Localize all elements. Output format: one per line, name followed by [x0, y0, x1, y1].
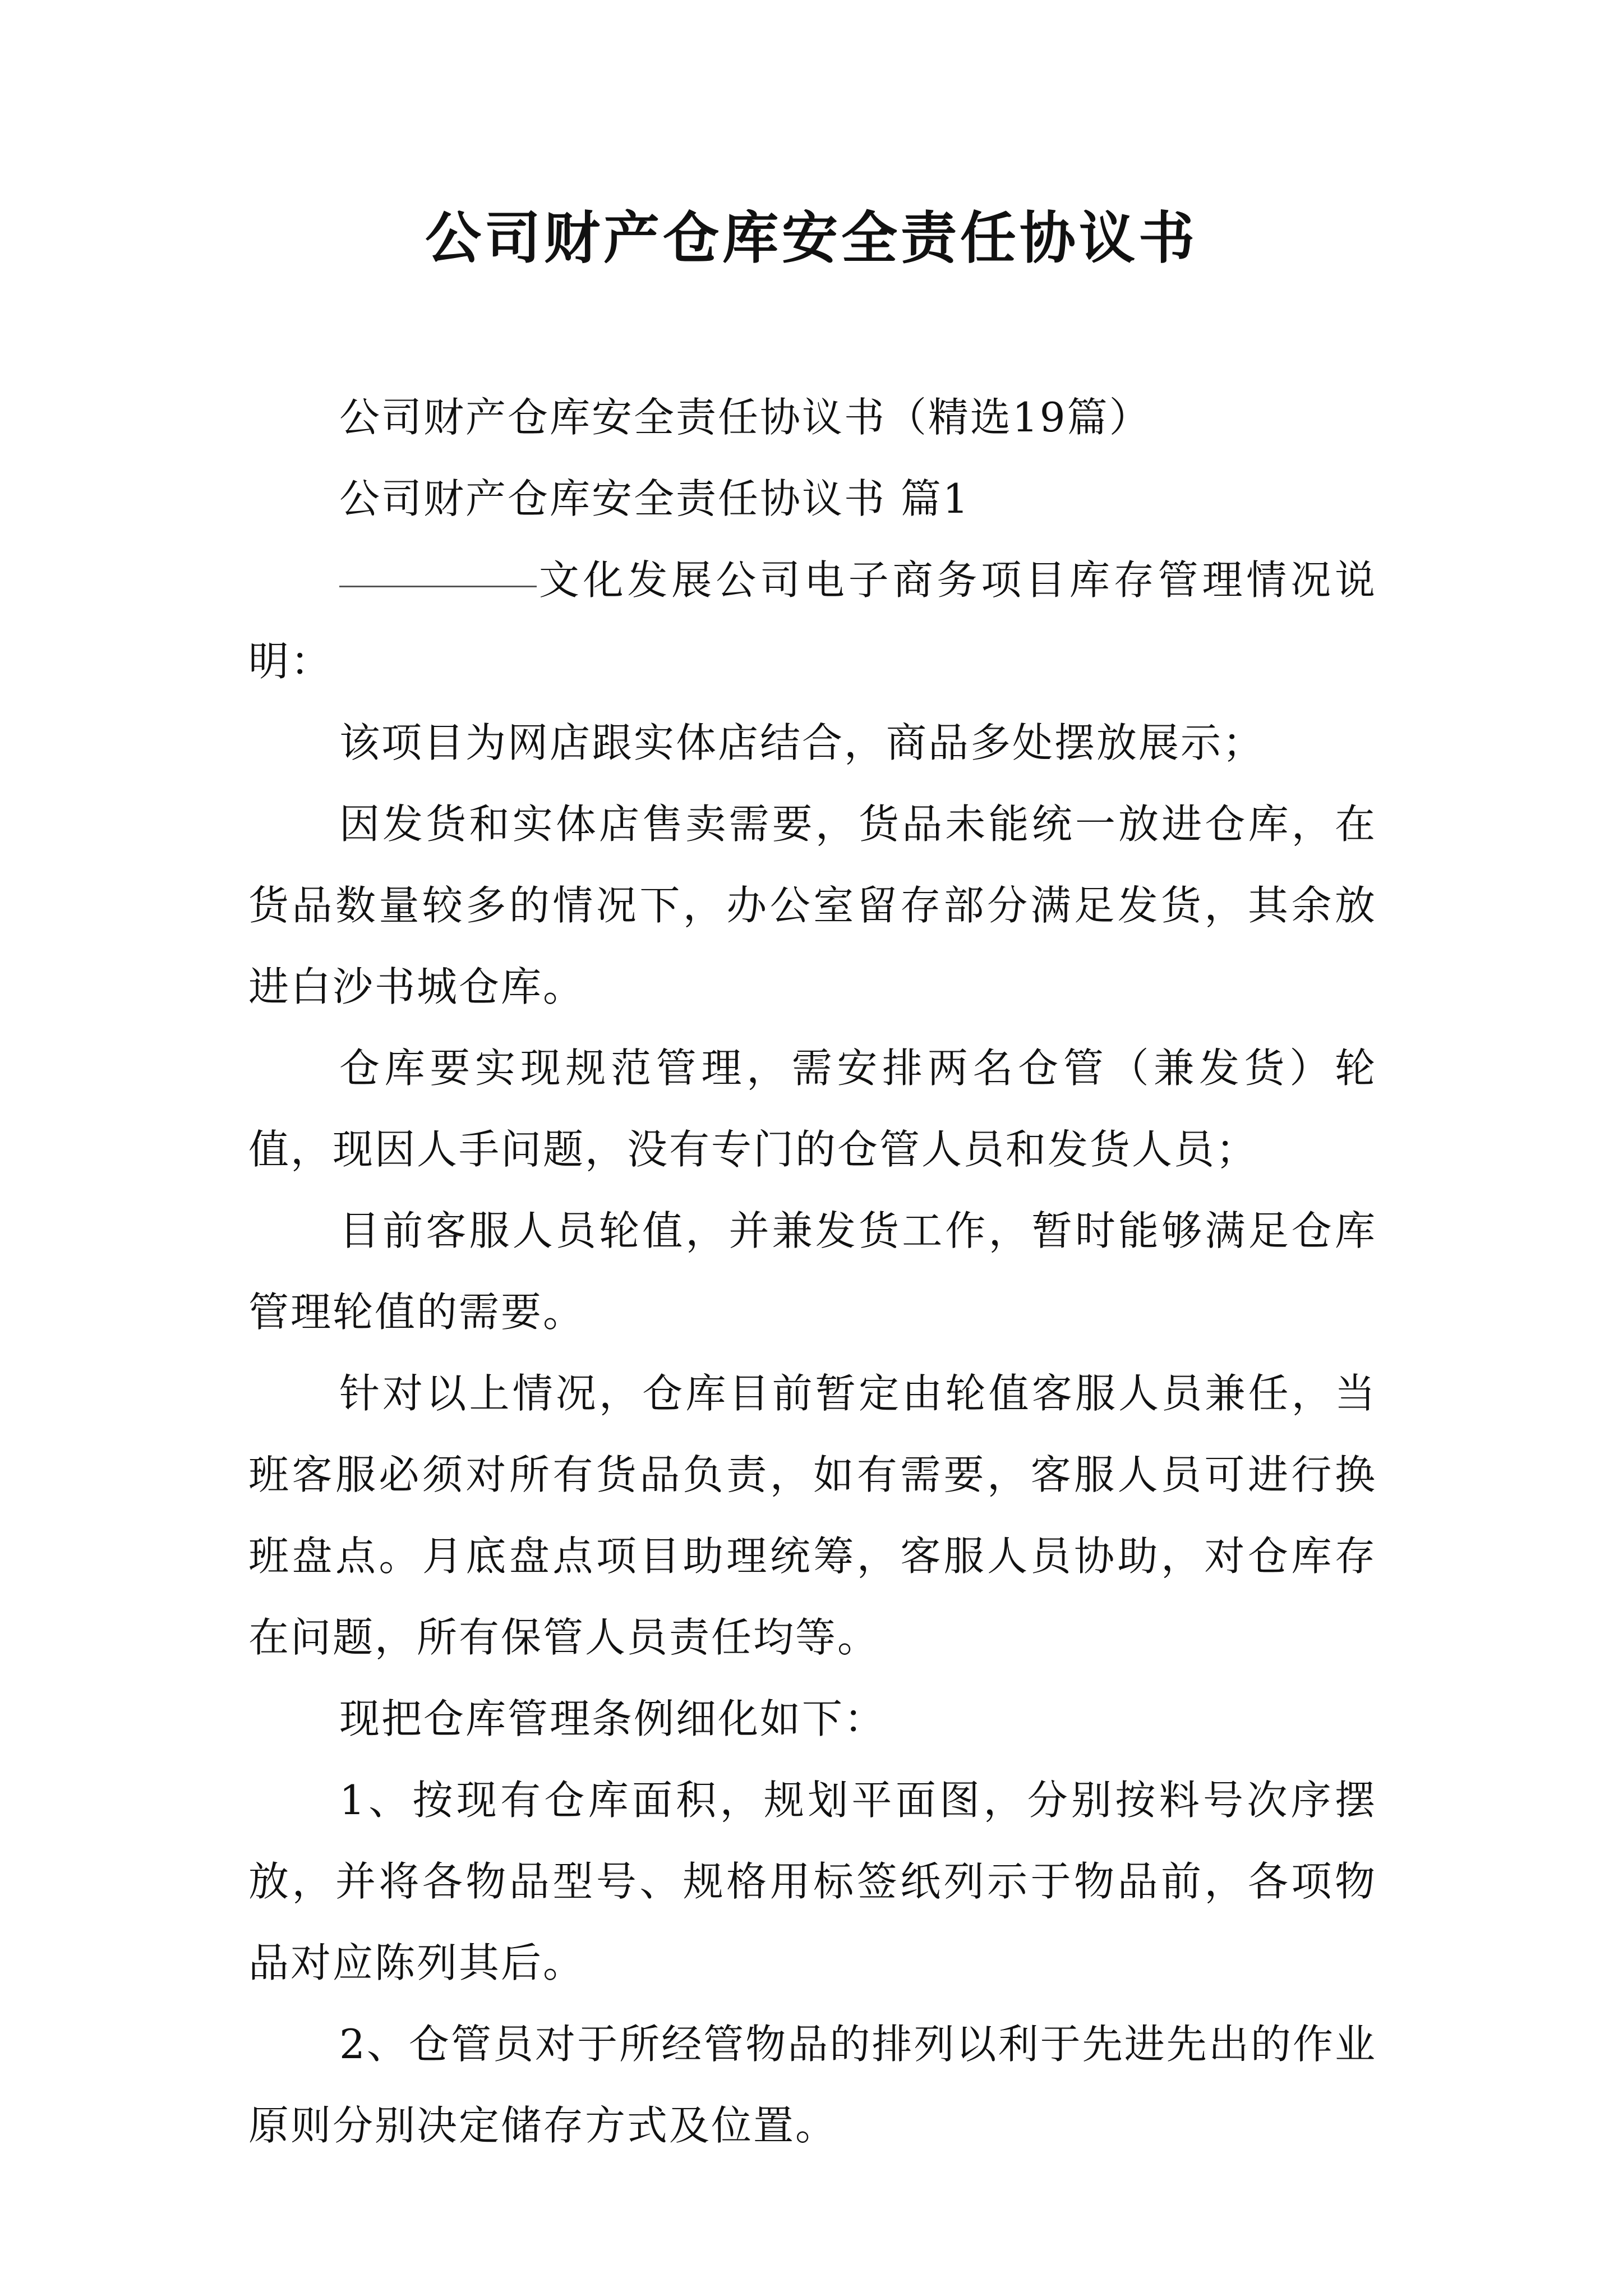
paragraph: 因发货和实体店售卖需要，货品未能统一放进仓库，在货品数量较多的情况下，办公室留存部分满足发货，其余放进白沙书城仓库。: [248, 800, 1377, 1010]
fill-in-blank: [339, 585, 537, 587]
paragraph: 目前客服人员轮值，并兼发货工作，暂时能够满足仓库管理轮值的需要。: [248, 1207, 1377, 1336]
document-subtitle: 公司财产仓库安全责任协议书（精选19篇）: [339, 394, 1151, 441]
document-title: 公司财产仓库安全责任协议书: [425, 205, 1198, 271]
paragraph: 该项目为网店跟实体店结合，商品多处摆放展示；: [339, 719, 1265, 766]
paragraph-intro: [248, 540, 1377, 702]
paragraph: 现把仓库管理条例细化如下：: [339, 1695, 887, 1742]
paragraph: 仓库要实现规范管理，需安排两名仓管（兼发货）轮值，现因人手问题，没有专门的仓管人员和发货人员；: [248, 1045, 1377, 1173]
list-item: 2、仓管员对于所经管物品的排列以利于先进先出的作业原则分别决定储存方式及位置。: [248, 2021, 1377, 2149]
section-heading: 公司财产仓库安全责任协议书 篇1: [339, 475, 970, 522]
paragraph: 针对以上情况，仓库目前暂定由轮值客服人员兼任，当班客服必须对所有货品负责，如有需要，客服人员可进行换班盘点。月底盘点项目助理统筹，客服人员协助，对仓库存在问题，所有保管人员责任均等。: [248, 1370, 1377, 1661]
list-item: 1、按现有仓库面积，规划平面图，分别按料号次序摆放，并将各物品型号、规格用标签纸列示于物品前，各项物品对应陈列其后。: [248, 1777, 1377, 1986]
document-body: [248, 377, 1377, 2166]
paragraph-intro-text: 文化发展公司电子商务项目库存管理情况说明：: [248, 556, 1377, 685]
